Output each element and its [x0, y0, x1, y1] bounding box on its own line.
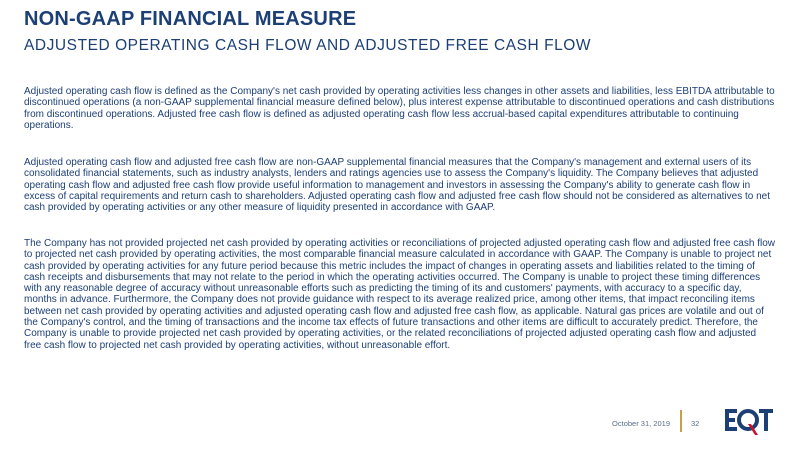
slide-subtitle: ADJUSTED OPERATING CASH FLOW AND ADJUSTED FREE CASH FLOW [24, 37, 592, 54]
page-number: 32 [691, 419, 700, 428]
paragraph-definition: Adjusted operating cash flow is defined as the Company's net cash provided by operating activities less changes in other assets and liabilities, less EBITDA attributable to discontinued operations (a non-GAAP supplemental financial measure defined below), plus interest expense attributable to discontinued operations and cash distributions from discontinued operations. Adjusted free cash flow is defined as adjusted operating cash flow less accrual-based capital expenditures attributable to continuing operations. [24, 86, 775, 131]
footer-divider [680, 410, 682, 432]
slide-title: NON-GAAP FINANCIAL MEASURE [24, 8, 357, 30]
paragraph-projections: The Company has not provided projected net cash provided by operating activities or reconciliations of projected adjusted operating cash flow and adjusted free cash flow to projected net cash provided by operating activities, the most comparable financial measure calculated in accordance with GAAP. The Company is unable to project net cash provided by operating activities for any future period because this metric includes the impact of changes in operating assets and liabilities related to the timing of cash receipts and disbursements that may not relate to the period in which the operating activities occurred. The Company is unable to project these timing differences with any reasonable degree of accuracy without unreasonable efforts such as predicting the timing of its and customers' payments, with accuracy to a specific day, months in advance. Furthermore, the Company does not provide guidance with respect to its average realized price, among other items, that impact reconciling items between net cash provided by operating activities and adjusted operating cash flow and adjusted free cash flow, as applicable. Natural gas prices are volatile and out of the Company's control, and the timing of transactions and the income tax effects of future transactions and other items are difficult to accurately predict. Therefore, the Company is unable to provide projected net cash provided by operating activities, or the related reconciliations of projected adjusted operating cash flow and adjusted free cash flow to projected net cash provided by operating activities, without unreasonable effort. [24, 238, 775, 351]
eqt-logo-icon [724, 404, 774, 438]
footer-date: October 31, 2019 [612, 419, 670, 428]
paragraph-usage: Adjusted operating cash flow and adjusted free cash flow are non-GAAP supplemental financial measures that the Company's management and external users of its consolidated financial statements, such as industry analysts, lenders and ratings agencies use to assess the Company's liquidity. The Company believes that adjusted operating cash flow and adjusted free cash flow provide useful information to management and investors in assessing the Company's ability to generate cash flow in excess of capital requirements and return cash to shareholders. Adjusted operating cash flow and adjusted free cash flow should not be considered as alternatives to net cash provided by operating activities or any other measure of liquidity presented in accordance with GAAP. [24, 157, 771, 214]
